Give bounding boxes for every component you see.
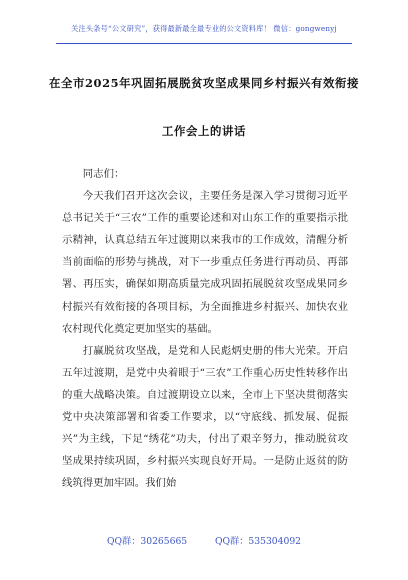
- paragraph-1: 今天我们召开这次会议，主要任务是深入学习贯彻习近平总书记关于“三农”工作的重要论述和对山东工作的重要指示批示精神，认真总结五年过渡期以来我市的工作成效，清醒分析当前面临的形势与挑战，对下一步重点任务进行再动员、再部署、再压实，确保如期高质量完成巩固拓展脱贫攻坚成果同乡村振兴有效衔接的各项目标，为全面推进乡村振兴、加快农业农村现代化奠定更加坚实的基础。: [62, 190, 348, 335]
- footer-qq-group-2: QQ群：535304092: [214, 536, 302, 547]
- document-body: [62, 163, 348, 494]
- paragraph-2: 打赢脱贫攻坚战，是党和人民彪炳史册的伟大光荣。开启五年过渡期，是党中央着眼于“三农”工作重心历史性转移作出的重大战略决策。自过渡期设立以来，全市上下坚决贯彻落实党中央决策部署和省委工作要求，以“守底线、抓发展、促振兴”为主线，下足“绣花”功夫，付出了艰辛努力，推动脱贫攻坚成果持续巩固，乡村振兴实现良好开局。一是防止返贫的防线筑得更加牢固。我们始: [62, 344, 348, 490]
- document-title-line-2: 工作会上的讲话: [162, 124, 246, 138]
- salutation: 同志们：: [82, 168, 125, 180]
- document-title-line-1: 在全市2025年巩固拓展脱贫攻坚成果同乡村振兴有效衔接: [49, 76, 359, 90]
- header-divider: [56, 43, 352, 44]
- footer-qq-group-1: QQ群：30265665: [106, 536, 188, 547]
- header-promo-text: 关注头条号“公文研究”，获得最新最全最专业的公文资料库！ 微信：gongwenyj: [71, 24, 337, 33]
- footer-contact: [0, 533, 408, 547]
